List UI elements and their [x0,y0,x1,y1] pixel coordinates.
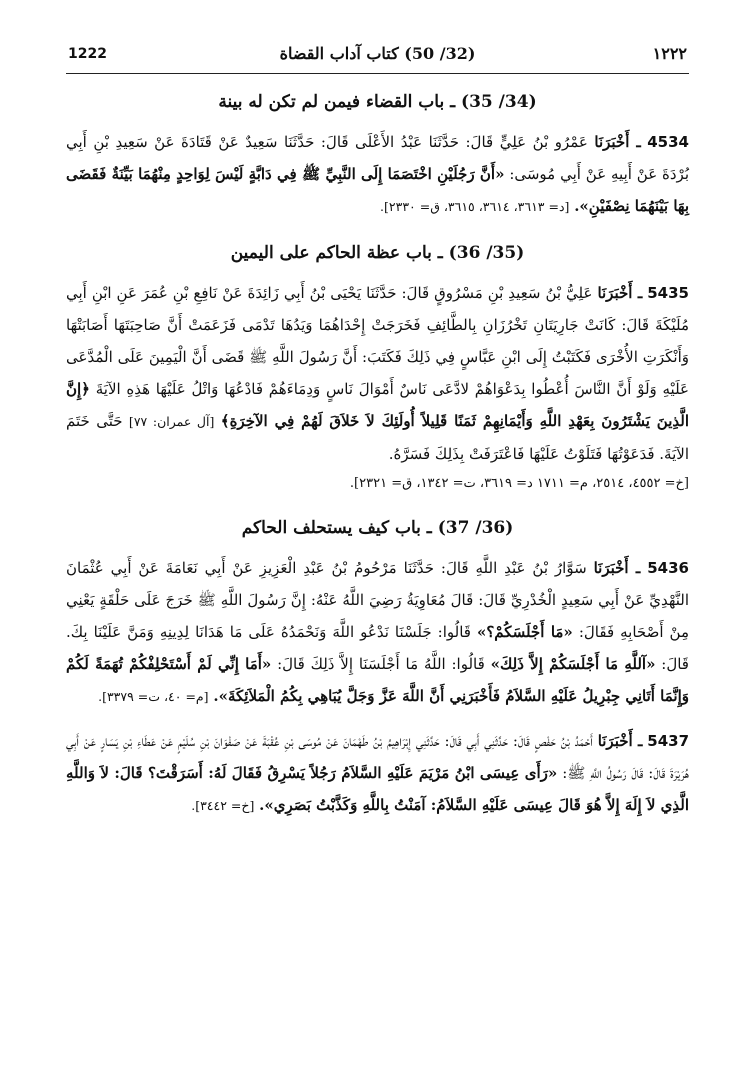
hadith-reference: [م= ٤٠، ت= ٣٣٧٩]. [98,689,209,704]
hadith-matn: «رَأَى عِيسَى ابْنُ مَرْيَمَ عَلَيْهِ السَّلاَمُ رَجُلاً يَسْرِقُ فَقَالَ لَهُ: أَسَرَقْتَ؟ قَالَ: لاَ وَاللَّهِ الَّذِي لاَ إِلَهَ إِلاَّ هُوَ قَالَ عِيسَى عَلَيْهِ السَّلاَمُ: آمَنْتُ بِاللَّهِ وَكَذَّبْتُ بَصَرِي». [66,764,689,814]
hadith-number: 5436 [647,559,689,577]
hadith-paragraph [66,725,689,822]
chapter-heading: (36/ 37) ـ باب كيف يستحلف الحاكم [241,518,514,538]
quran-verse: ﴿إِنَّ الَّذِينَ يَشْتَرُونَ بِعَهْدِ اللَّهِ وَأَيْمَانِهِمْ ثَمَنًا قَلِيلاً أُولَئِكَ لاَ خَلاَقَ لَهُمْ فِي الآخِرَةِ﴾ [66,380,689,430]
hadith-quote: «مَا أَجْلَسَكُمْ؟» [476,623,573,641]
page-number-arabic: ١٢٢٢ [652,44,687,63]
book-title: (32/ 50) كتاب آداب القضاة [279,44,476,63]
hadith-reference: [خ= ٤٥٥٢، ٢٥١٤، م= ١٧١١ د= ٣٦١٩، ت= ١٣٤٢، ق= ٢٣٢١]. [349,476,689,491]
hadith-lead: ـ أَخْبَرَنَا [594,133,641,151]
chapter-heading: (35/ 36) ـ باب عظة الحاكم على اليمين [230,243,525,263]
hadith-tail: حَتَّى خَتَمَ الآيَةَ. فَدَعَوْتُهَا فَتَلَوْتُ عَلَيْهَا فَاعْتَرَفَتْ بِذَلِكَ فَسَرَّهُ. [66,412,689,463]
hadith-text: عَمْرُو بْنُ عَلِيٍّ قَالَ: حَدَّثَنَا عَبْدُ الأَعْلَى قَالَ: حَدَّثَنَا سَعِيدٌ عَنْ قَتَادَةَ عَنْ سَعِيدِ بْنِ أَبِي بُرْدَةَ عَنْ أَبِيهِ عَنْ أَبِي مُوسَى: [66,133,689,183]
hadith-lead: ـ أَخْبَرَنَا [597,284,643,302]
header-rule [66,73,689,74]
hadith-reference: [د= ٣٦١٣، ٣٦١٤، ٣٦١٥، ق= ٢٣٣٠]. [380,199,570,214]
hadith-reference: [خ= ٣٤٤٢]. [191,798,255,813]
page-body [66,90,689,822]
hadith-number: 5435 [647,284,689,302]
chapter-heading: (34/ 35) ـ باب القضاء فيمن لم تكن له بينة [218,92,537,112]
hadith-paragraph [66,552,689,713]
hadith-number: 4534 [647,133,689,151]
hadith-quote: «آللَّهِ مَا أَجْلَسَكُمْ إِلاَّ ذَلِكَ» [490,655,656,673]
hadith-lead: ـ أَخْبَرَنَا [593,559,641,577]
hadith-text: قَالُوا: اللَّهُ مَا أَجْلَسَنَا إِلاَّ ذَلِكَ قَالَ: [277,655,485,673]
hadith-text: أَحْمَدُ بْنُ حَفْصٍ قَالَ: حَدَّثَنِي أَبِي قَالَ: حَدَّثَنِي إِبْرَاهِيمُ بْنُ طَهْمَانَ عَنْ مُوسَى بْنِ عُقْبَةَ عَنْ صَفْوَانَ بْنِ سُلَيْمٍ عَنْ عَطَاءِ بْنِ يَسَارٍ عَنْ أَبِي هُرَيْرَةَ قَالَ: قَالَ رَسُولُ اللَّهِ ﷺ: [66,732,689,782]
hadith-text: قَالُوا: جَلَسْنَا نَدْعُو اللَّهَ وَنَحْمَدُهُ عَلَى مَا هَدَانَا لِدِينِهِ وَمَنَّ عَلَيْنَا بِكَ. قَالَ: [66,623,689,673]
hadith-paragraph [66,277,689,470]
hadith-number: 5437 [647,732,690,750]
verse-reference: [آل عمران: ٧٧] [128,414,215,429]
running-header [68,42,687,68]
hadith-lead: ـ أَخْبَرَنَا [597,732,643,750]
hadith-quote: «أَمَا إِنِّي لَمْ أَسْتَحْلِفْكُمْ تُهَمَةً لَكُمْ وَإِنَّمَا أَتَانِي جِبْرِيلُ عَلَيْهِ السَّلاَمُ فَأَخْبَرَنِي أَنَّ اللَّهَ عَزَّ وَجَلَّ يُبَاهِي بِكُمُ الْمَلاَئِكَةَ». [66,655,689,705]
hadith-matn: «أَنَّ رَجُلَيْنِ اخْتَصَمَا إِلَى النَّبِيِّ ﷺ فِي دَابَّةٍ لَيْسَ لِوَاحِدٍ مِنْهُمَا بَيِّنَةٌ فَقَضَى بِهَا بَيْنَهُمَا نِصْفَيْنِ». [66,165,689,215]
hadith-text: سَوَّارُ بْنُ عَبْدِ اللَّهِ قَالَ: حَدَّثَنَا مَرْحُومُ بْنُ عَبْدِ الْعَزِيزِ عَنْ أَبِي نَعَامَةَ عَنْ أَبِي عُثْمَانَ النَّهْدِيِّ عَنْ أَبِي سَعِيدٍ الْخُدْرِيِّ قَالَ: قَالَ مُعَاوِيَةُ رَضِيَ اللَّهُ عَنْهُ: إِنَّ رَسُولَ اللَّهِ ﷺ خَرَجَ عَلَى حَلْقَةٍ يَعْنِي مِنْ أَصْحَابِهِ فَقَالَ: [66,559,689,641]
hadith-text: عَلِيُّ بْنُ سَعِيدِ بْنِ مَسْرُوقٍ قَالَ: حَدَّثَنَا يَحْيَى بْنُ أَبِي زَائِدَةَ عَنْ نَافِعِ بْنِ عُمَرَ عَنِ ابْنِ أَبِي مُلَيْكَةَ قَالَ: كَانَتْ جَارِيَتَانِ تَخْرُزَانِ بِالطَّائِفِ فَخَرَجَتْ إِحْدَاهُمَا وَيَدُهَا تَدْمَى فَزَعَمَتْ أَنَّ صَاحِبَتَهَا أَصَابَتْهَا وَأَنْكَرَتِ الأُخْرَى فَكَتَبْتُ إِلَى ابْنِ عَبَّاسٍ فِي ذَلِكَ فَكَتَبَ: أَنَّ رَسُولَ اللَّهِ ﷺ قَضَى أَنَّ الْيَمِينَ عَلَى الْمُدَّعَى عَلَيْهِ وَلَوْ أَنَّ النَّاسَ أُعْطُوا بِدَعْوَاهُمْ لادَّعَى نَاسٌ أَمْوَالَ نَاسٍ وَدِمَاءَهُمْ فَادْعُهَا وَاتْلُ عَلَيْهَا هَذِهِ الآيَةَ [66,284,689,398]
page-number-latin: 1222 [68,46,107,62]
hadith-paragraph [66,126,689,223]
